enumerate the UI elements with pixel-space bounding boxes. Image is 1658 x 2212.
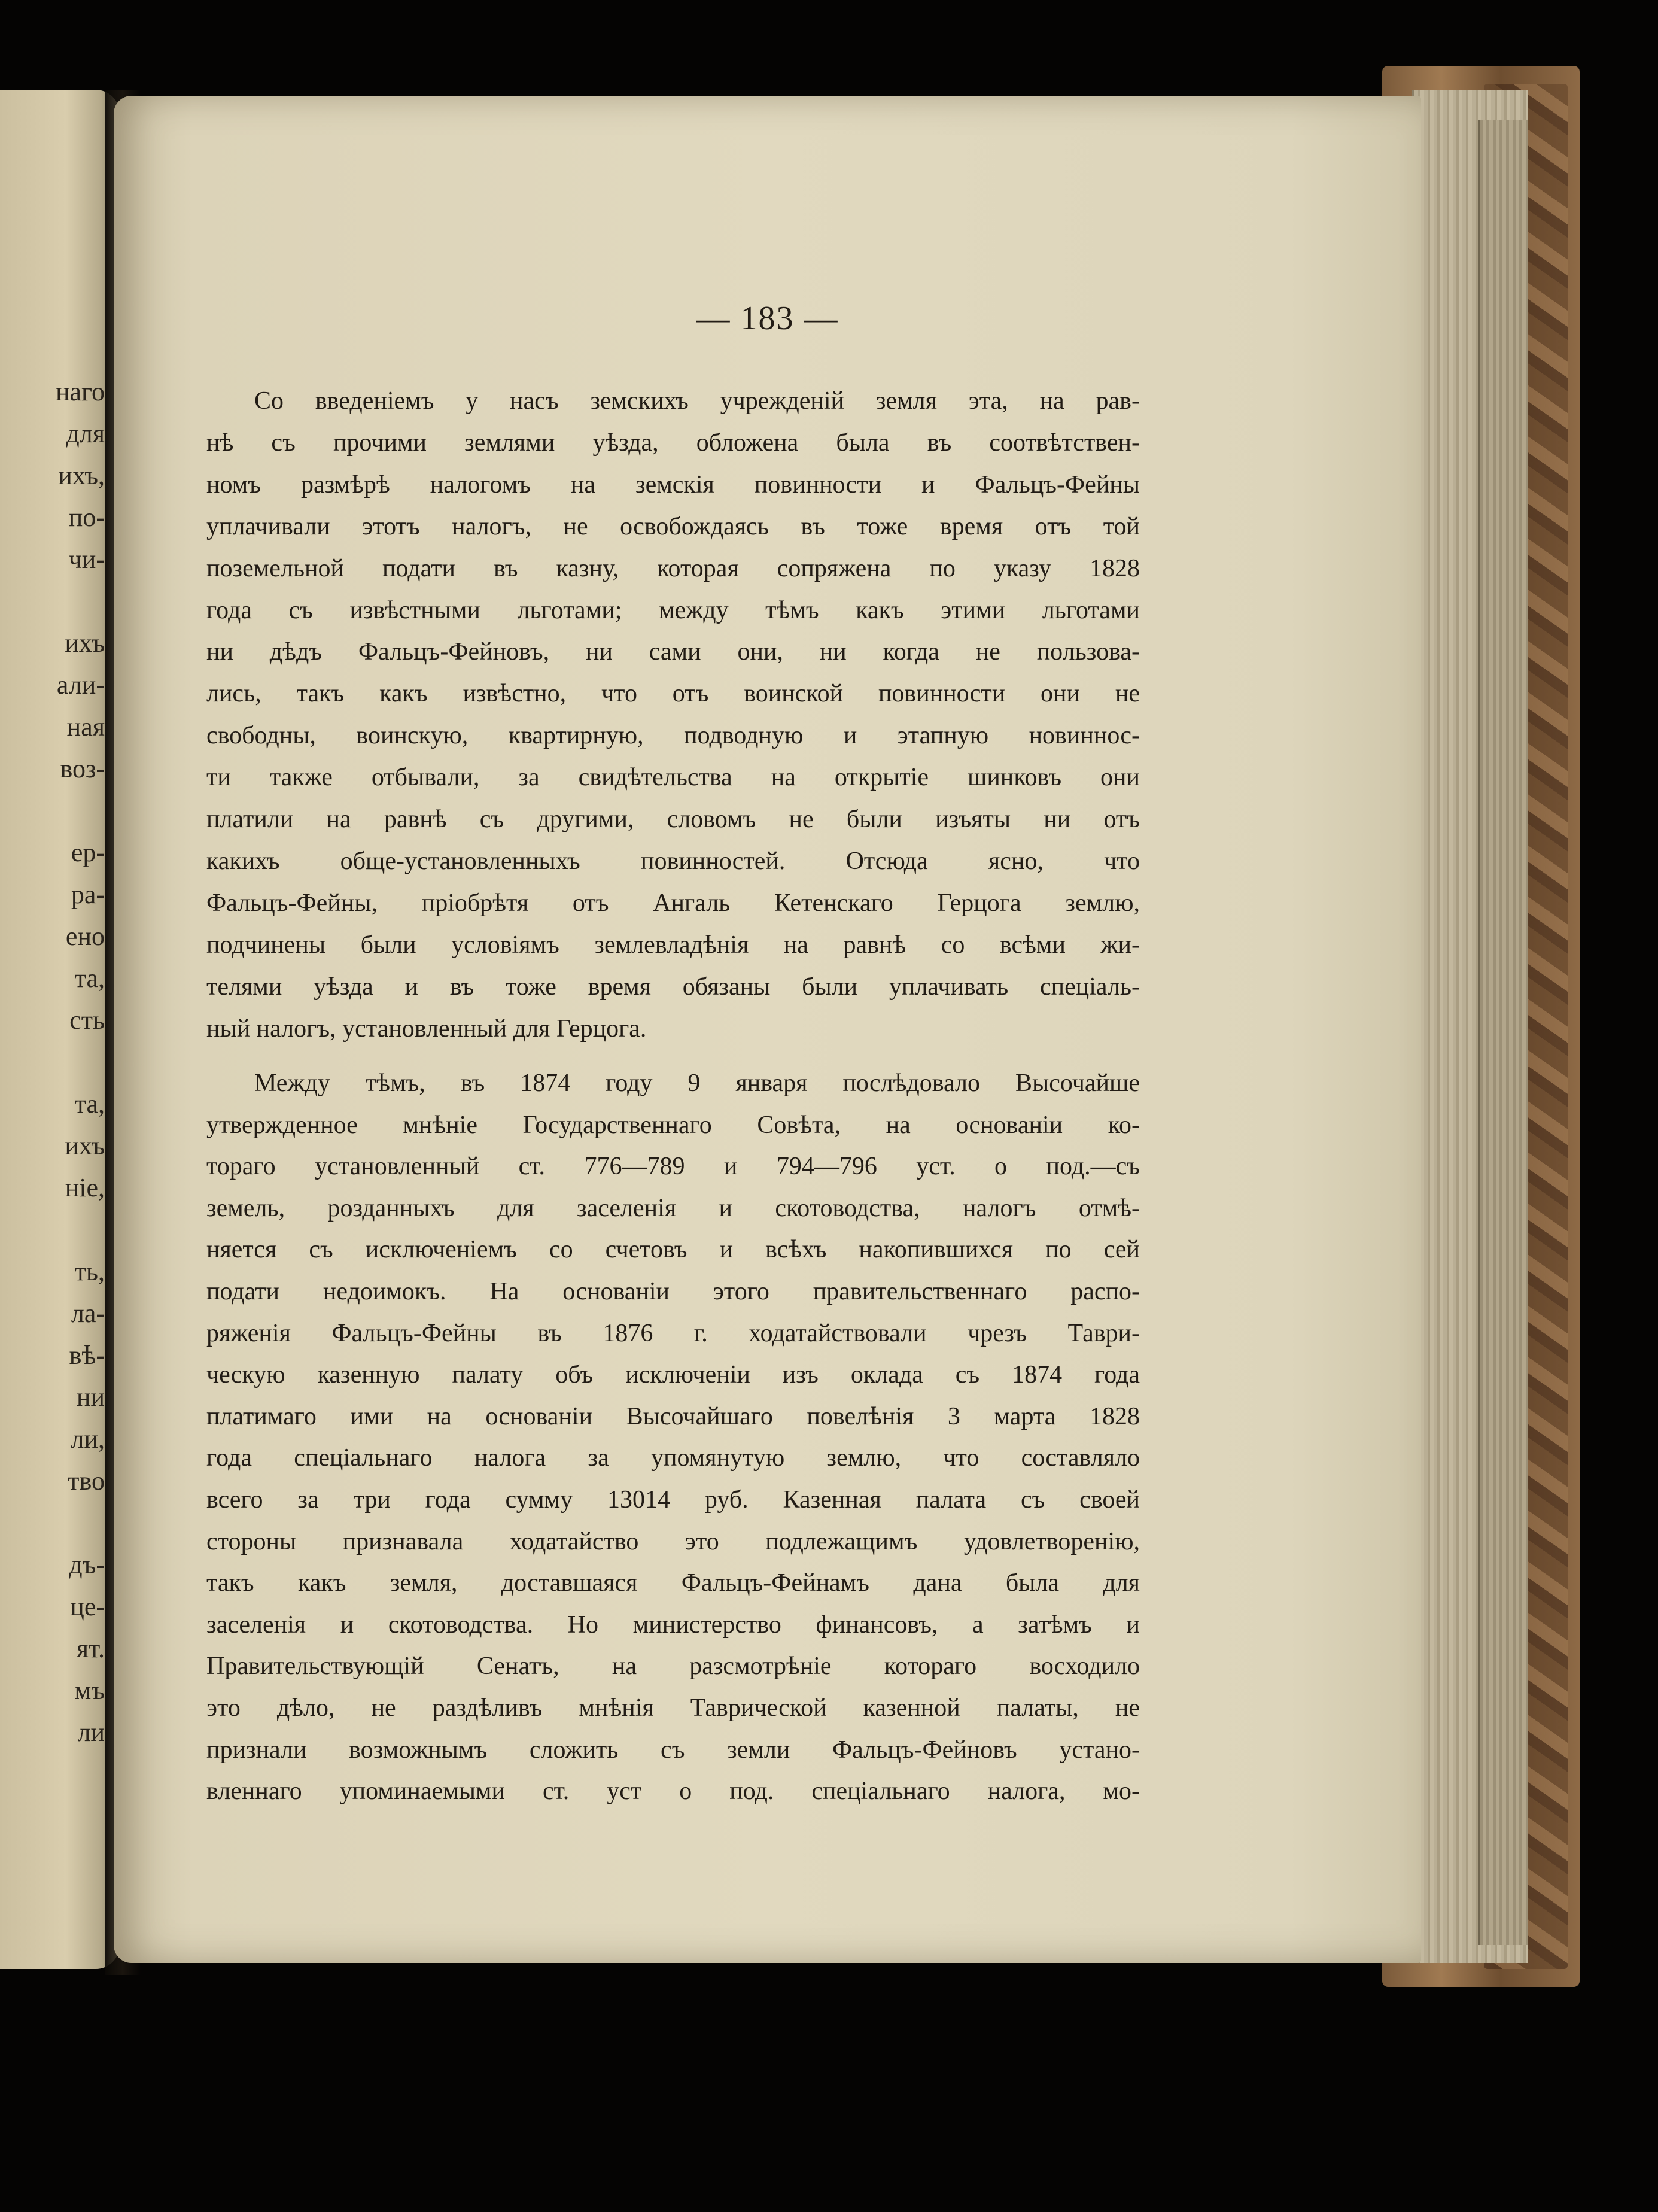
left-page-fragment xyxy=(0,1041,105,1083)
text-line: Правительствующій Сенатъ, на разсмотрѣніе котораго восходило xyxy=(206,1652,1140,1680)
text-line: ти также отбывали, за свидѣтельства на открытіе шинковъ они xyxy=(206,764,1140,791)
left-page-fragment: ли xyxy=(77,1718,105,1747)
text-line: утвержденное мнѣніе Государственнаго Совѣта, на основаніи ко- xyxy=(206,1111,1140,1139)
left-page-fragment: сть xyxy=(69,1005,105,1035)
text-line: всего за три года сумму 13014 руб. Казенная палата съ своей xyxy=(206,1486,1140,1514)
left-page-fragment: вѣ- xyxy=(69,1341,105,1370)
text-line: стороны признавала ходатайство это подлежащимъ удовлетворенію, xyxy=(206,1528,1140,1555)
text-line: такъ какъ земля, доставшаяся Фальцъ-Фейнамъ дана была для xyxy=(206,1569,1140,1597)
left-page-fragment: ная xyxy=(66,712,105,742)
text-line: лись, такъ какъ извѣстно, что отъ воинской повинности они не xyxy=(206,680,1140,707)
left-page-fragment: тво xyxy=(68,1466,105,1496)
text-line: ни дѣдъ Фальцъ-Фейновъ, ни сами они, ни когда не пользова- xyxy=(206,638,1140,666)
text-line: телями уѣзда и въ тоже время обязаны были уплачивать спеціаль- xyxy=(206,973,1140,1001)
left-page-fragment xyxy=(0,1209,105,1251)
text-line: Фальцъ-Фейны, пріобрѣтя отъ Ангаль Кетенскаго Герцога землю, xyxy=(206,889,1140,917)
text-line: платимаго ими на основаніи Высочайшаго повелѣнія 3 марта 1828 xyxy=(206,1403,1140,1430)
text-line: платили на равнѣ съ другими, словомъ не были изъяты ни отъ xyxy=(206,806,1140,833)
text-line: няется съ исключеніемъ со счетовъ и всѣхъ накопившихся по сей xyxy=(206,1236,1140,1263)
left-page-fragment: ено xyxy=(65,922,105,951)
left-page-fragment: мъ xyxy=(74,1676,105,1705)
left-page-fragment: ла- xyxy=(71,1299,105,1328)
text-line: года спеціальнаго налога за упомянутую землю, что составляло xyxy=(206,1444,1140,1472)
left-page xyxy=(0,90,120,1969)
left-page-fragment: ть, xyxy=(74,1257,105,1286)
text-line: это дѣло, не раздѣливъ мнѣнія Таврической казенной палаты, не xyxy=(206,1694,1140,1722)
left-page-fragment: ніе, xyxy=(65,1173,105,1202)
text-line: уплачивали этотъ налогъ, не освобождаясь въ тоже время отъ той xyxy=(206,513,1140,540)
text-line: ряженія Фальцъ-Фейны въ 1876 г. ходатайствовали чрезъ Таври- xyxy=(206,1320,1140,1347)
left-page-fragment: ихъ, xyxy=(58,461,105,490)
text-line: ный налогъ, установленный для Герцога. xyxy=(206,1015,647,1043)
left-page-fragment: ни xyxy=(76,1382,105,1412)
text-line: заселенія и скотоводства. Но министерство финансовъ, а затѣмъ и xyxy=(206,1611,1140,1639)
left-page-fragment xyxy=(0,790,105,832)
text-line: признали возможнымъ сложить съ земли Фальцъ-Фейновъ устано- xyxy=(206,1736,1140,1764)
left-page-fragment: для xyxy=(66,419,105,448)
left-page-fragment: ер- xyxy=(71,838,105,867)
left-page-fragment: ихъ xyxy=(65,628,105,658)
left-page-fragment: по- xyxy=(68,503,105,532)
text-line: земель, розданныхъ для заселенія и скотоводства, налогъ отмѣ- xyxy=(206,1195,1140,1222)
left-page-fragment: наго xyxy=(55,377,105,406)
text-line: года съ извѣстными льготами; между тѣмъ какъ этими льготами xyxy=(206,597,1140,624)
left-page-fragment: воз- xyxy=(60,754,105,783)
text-line: Между тѣмъ, въ 1874 году 9 января послѣдовало Высочайше xyxy=(254,1069,1140,1097)
left-page-fragment: чи- xyxy=(68,545,105,574)
left-page-fragment: це- xyxy=(70,1592,105,1621)
text-line: тораго установленный ст. 776—789 и 794—796 уст. о под.—съ xyxy=(206,1153,1140,1180)
left-page-fragment: ли, xyxy=(71,1424,105,1454)
left-page-fragment: ихъ xyxy=(65,1131,105,1160)
left-page-fragment: али- xyxy=(56,670,105,700)
text-line: подати недоимокъ. На основаніи этого правительственнаго распо- xyxy=(206,1278,1140,1305)
text-line: Со введеніемъ у насъ земскихъ учрежденій земля эта, на рав- xyxy=(254,387,1140,415)
text-line: ческую казенную палату объ исключеніи изъ оклада съ 1874 года xyxy=(206,1361,1140,1388)
left-page-fragment: ят. xyxy=(76,1634,105,1663)
left-page-fragment: ра- xyxy=(71,880,105,909)
left-page-fragment: та, xyxy=(74,964,105,993)
left-page-fragment: дъ- xyxy=(69,1550,105,1579)
text-line: свободны, воинскую, квартирную, подводную и этапную новиннос- xyxy=(206,722,1140,749)
left-page-text-fragments xyxy=(0,371,105,1754)
text-line: нѣ съ прочими землями уѣзда, обложена была въ соотвѣтствен- xyxy=(206,429,1140,457)
text-line: вленнаго упоминаемыми ст. уст о под. спеціальнаго налога, мо- xyxy=(206,1778,1140,1805)
text-line: какихъ обще-установленныхъ повинностей. Отсюда ясно, что xyxy=(206,847,1140,875)
page-block-inner-edges xyxy=(1478,120,1528,1945)
left-page-fragment xyxy=(0,581,105,622)
left-page-fragment: та, xyxy=(74,1089,105,1119)
text-line: поземельной подати въ казну, которая сопряжена по указу 1828 xyxy=(206,555,1140,582)
text-line: подчинены были условіямъ землевладѣнія на равнѣ со всѣми жи- xyxy=(206,931,1140,959)
text-line: номъ размѣрѣ налогомъ на земскія повинности и Фальцъ-Фейны xyxy=(206,471,1140,499)
left-page-fragment xyxy=(0,1502,105,1544)
page-number: — 183 — xyxy=(696,300,839,337)
